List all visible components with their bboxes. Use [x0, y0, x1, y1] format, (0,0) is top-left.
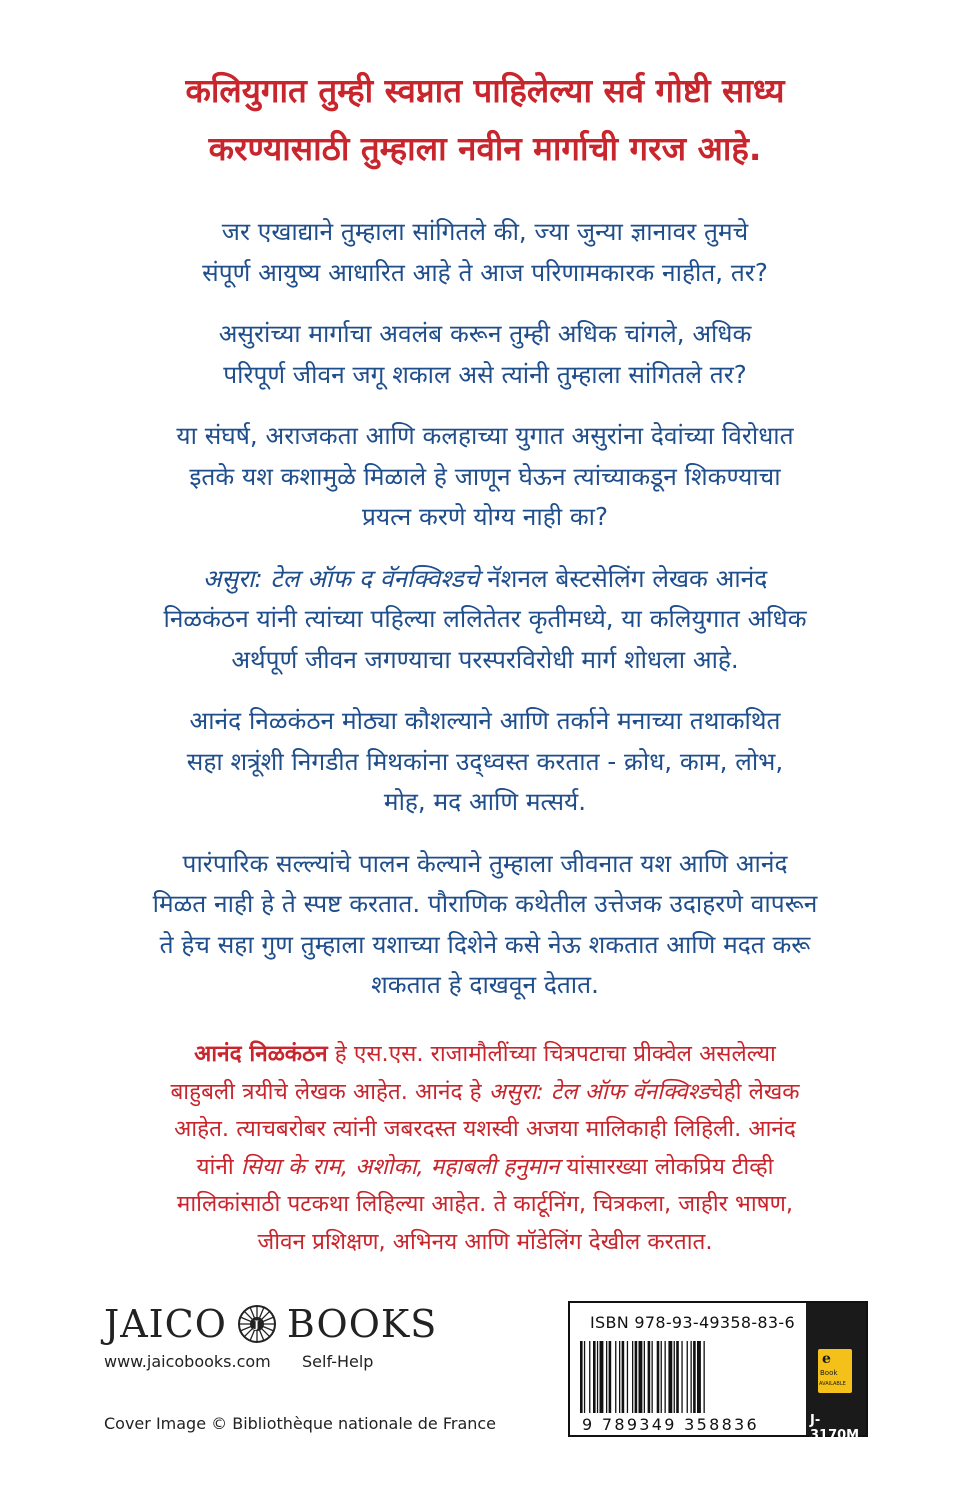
- author-text: बाहुबली त्रयीचे लेखक आहेत. आनंद हे: [170, 1078, 489, 1105]
- blurb: [70, 212, 900, 1027]
- author-line: [70, 1074, 900, 1112]
- barcode-bar: [584, 1341, 585, 1413]
- blurb-paragraph-6: [70, 844, 900, 1006]
- blurb-line: सहा शत्रूंशी निगडीत मिथकांना उद्ध्वस्त करतात - क्रोध, काम, लोभ,: [186, 746, 784, 776]
- blurb-paragraph-4: [70, 559, 900, 681]
- tv-series-italic: सिया के राम, अशोका, महाबली हनुमान: [240, 1153, 560, 1180]
- blurb-line: [70, 559, 900, 600]
- barcode-bar: [693, 1341, 696, 1413]
- barcode-bar: [648, 1341, 651, 1413]
- barcode-bar: [652, 1341, 653, 1413]
- publisher-logo: [104, 1302, 437, 1346]
- barcode-bar: [632, 1341, 633, 1413]
- author-name: आनंद निळकंठन: [194, 1041, 328, 1067]
- author-text: हे एस.एस. राजामौलींच्या चित्रपटाचा प्रीक्वेल असलेल्या: [327, 1041, 776, 1067]
- author-line: मालिकांसाठी पटकथा लिहिल्या आहेत. ते कार्टूनिंग, चित्रकला, जाहीर भाषण,: [176, 1191, 794, 1217]
- barcode-bar: [597, 1341, 598, 1413]
- barcode-bar: [622, 1341, 625, 1413]
- headline-line-1: कलियुगात तुम्ही स्वप्नात पाहिलेल्या सर्व गोष्टी साध्य: [185, 71, 785, 110]
- barcode-bar: [635, 1341, 638, 1413]
- book-category: Self-Help: [302, 1352, 374, 1371]
- blurb-line: परिपूर्ण जीवन जगू शकाल असे त्यांनी तुम्हाला सांगितले तर?: [223, 359, 747, 389]
- barcode-bar: [665, 1341, 666, 1413]
- blurb-text: नॅशनल बेस्टसेलिंग लेखक आनंद: [479, 563, 768, 593]
- barcode-bar: [644, 1341, 645, 1413]
- barcode-bar: [657, 1341, 660, 1413]
- book-title-italic: असुरा: टेल ऑफ द वॅनक्विश्डचे: [202, 563, 480, 593]
- ebook-icon: [818, 1349, 852, 1393]
- barcode-bar: [600, 1341, 604, 1413]
- logo-text-left: JAICO: [104, 1302, 227, 1346]
- author-text: चेही लेखक: [709, 1078, 800, 1105]
- author-text: यांसारख्या लोकप्रिय टीव्ही: [559, 1153, 774, 1180]
- author-text: यांनी: [196, 1153, 241, 1180]
- barcode-bar: [681, 1341, 682, 1413]
- blurb-line: निळकंठन यांनी त्यांच्या पहिल्या ललितेतर कृतीमध्ये, या कलियुगात अधिक: [163, 604, 807, 633]
- barcode-bar: [661, 1341, 662, 1413]
- blurb-line: या संघर्ष, अराजकता आणि कलहाच्या युगात असुरांना देवांच्या विरोधात: [176, 421, 794, 450]
- blurb-line: अर्थपूर्ण जीवन जगण्याचा परस्परविरोधी मार्ग शोधला आहे.: [231, 644, 739, 674]
- author-line: [70, 1149, 900, 1187]
- blurb-line: प्रयत्न करणे योग्य नाही का?: [361, 502, 609, 531]
- barcode-bar: [668, 1341, 672, 1413]
- barcode-bars: [578, 1341, 802, 1413]
- barcode-bar: [589, 1341, 590, 1413]
- blurb-line: मिळत नाही हे ते स्पष्ट करतात. पौराणिक कथेतील उत्तेजक उदाहरणे वापरून: [152, 889, 818, 918]
- author-bio: [70, 1036, 900, 1261]
- blurb-line: इतके यश कशामुळे मिळाले हे जाणून घेऊन त्यांच्याकडून शिकण्याचा: [189, 461, 781, 491]
- barcode-bar: [627, 1341, 628, 1413]
- blurb-paragraph-3: [70, 416, 900, 538]
- product-code: J-3170M: [810, 1413, 860, 1443]
- blurb-line: जर एखाद्याने तुम्हाला सांगितले की, ज्या जुन्या ज्ञानावर तुमचे: [221, 217, 749, 246]
- barcode-bar: [674, 1341, 675, 1413]
- blurb-line: असुरांच्या मार्गाचा अवलंब करून तुम्ही अधिक चांगले, अधिक: [218, 319, 752, 348]
- logo-text-right: BOOKS: [286, 1302, 438, 1346]
- blurb-line: पारंपारिक सल्ल्यांचे पालन केल्याने तुम्हाला जीवनात यश आणि आनंद: [182, 848, 788, 878]
- barcode-bar: [704, 1341, 705, 1413]
- blurb-paragraph-5: [70, 701, 900, 823]
- barcode-bar: [639, 1341, 643, 1413]
- barcode-bar: [697, 1341, 701, 1413]
- barcode-box: [568, 1301, 868, 1443]
- blurb-line: आनंद निळकंठन मोठ्या कौशल्याने आणि तर्काने मनाच्या तथाकथित: [189, 706, 781, 735]
- barcode-bar: [615, 1341, 616, 1413]
- cover-image-credit: Cover Image © Bibliothèque nationale de France: [104, 1414, 497, 1433]
- barcode-digits: 9 789349 358836: [582, 1415, 760, 1434]
- blurb-line: मोह, मद आणि मत्सर्य.: [383, 787, 587, 816]
- blurb-line: ते हेच सहा गुण तुम्हाला यशाच्या दिशेने कसे नेऊ शकतात आणि मदत करू: [159, 929, 811, 959]
- barcode-bar: [676, 1341, 679, 1413]
- barcode-bar: [691, 1341, 692, 1413]
- headline-line-2: करण्यासाठी तुम्हाला नवीन मार्गाची गरज आहे.: [208, 129, 762, 168]
- ebook-available: AVAILABLE: [819, 1381, 846, 1387]
- wheel-icon: [237, 1304, 277, 1344]
- barcode-bar: [593, 1341, 596, 1413]
- svg-text:J: J: [254, 1320, 260, 1331]
- barcode-bar: [606, 1341, 607, 1413]
- isbn-label: ISBN 978-93-49358-83-6: [590, 1313, 795, 1332]
- author-line: जीवन प्रशिक्षण, अभिनय आणि मॉडेलिंग देखील करतात.: [257, 1228, 713, 1255]
- barcode-bar: [580, 1341, 583, 1413]
- ebook-text: Book: [820, 1369, 838, 1377]
- ebook-letter: e: [822, 1351, 831, 1367]
- barcode-bar: [609, 1341, 612, 1413]
- headline: [60, 62, 910, 178]
- ebook-panel: [806, 1303, 866, 1443]
- blurb-line: शकतात हे दाखवून देतात.: [371, 970, 599, 999]
- book-title-italic: असुरा: टेल ऑफ वॅनक्विश्ड: [488, 1078, 710, 1105]
- author-line: [70, 1036, 900, 1074]
- barcode-bar: [619, 1341, 620, 1413]
- publisher-website: www.jaicobooks.com: [104, 1352, 271, 1371]
- blurb-line: संपूर्ण आयुष्य आधारित आहे ते आज परिणामकारक नाहीत, तर?: [202, 257, 768, 287]
- author-line: आहेत. त्याचबरोबर त्यांनी जबरदस्त यशस्वी अजया मालिकाही लिहिली. आनंद: [174, 1116, 796, 1142]
- blurb-paragraph-1: [70, 212, 900, 293]
- blurb-paragraph-2: [70, 314, 900, 395]
- barcode-bar: [687, 1341, 688, 1413]
